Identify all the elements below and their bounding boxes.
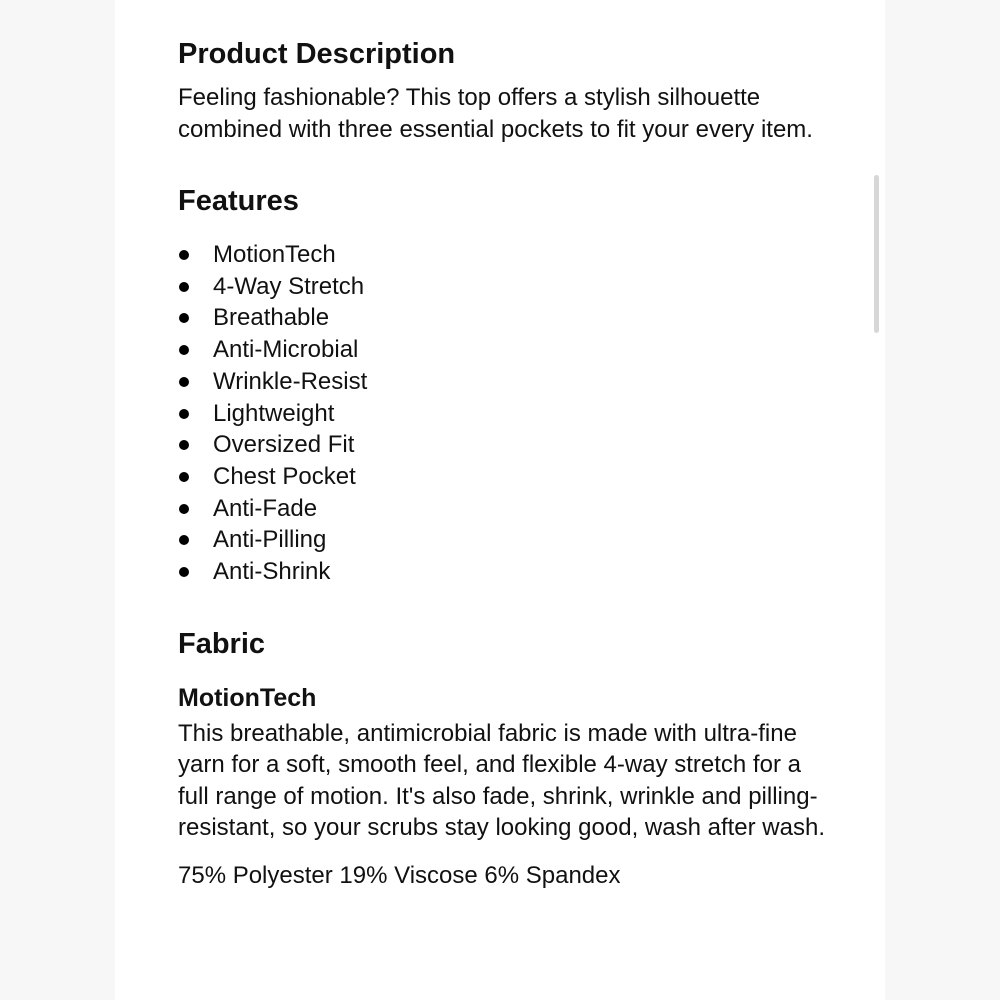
fabric-description-text: This breathable, antimicrobial fabric is made with ultra-fine yarn for a soft, smooth feel, and flexible 4-way stretch for a full range of motion. It's also fade, shrink, wrinkle and pilling-resistant, so your scrubs stay looking good, wash after wash. <box>178 719 825 842</box>
feature-label: Chest Pocket <box>213 462 356 490</box>
fabric-heading: Fabric <box>178 627 266 660</box>
product-description-heading: Product Description <box>178 38 456 70</box>
feature-label: Breathable <box>213 304 330 332</box>
feature-label: Lightweight <box>213 399 335 427</box>
product-details-content <box>178 28 838 891</box>
feature-label: MotionTech <box>213 241 336 268</box>
bullet-icon <box>179 313 189 323</box>
feature-item <box>178 334 838 366</box>
bullet-icon <box>179 250 189 260</box>
feature-label: Wrinkle-Resist <box>213 367 368 395</box>
fabric-composition: 75% Polyester 19% Viscose 6% Spandex <box>178 861 621 889</box>
feature-item <box>178 493 838 525</box>
feature-item <box>178 429 838 461</box>
feature-label: Anti-Shrink <box>213 558 331 586</box>
bullet-icon <box>179 409 189 419</box>
feature-item <box>178 524 838 556</box>
feature-item <box>178 366 838 398</box>
bullet-icon <box>179 440 189 450</box>
bullet-icon <box>179 472 189 482</box>
feature-item <box>178 556 838 588</box>
scrollbar-thumb[interactable] <box>874 175 879 333</box>
feature-item <box>178 398 838 430</box>
bullet-icon <box>179 377 189 387</box>
features-heading: Features <box>178 185 299 217</box>
product-details-panel <box>115 0 885 1000</box>
bullet-icon <box>179 535 189 545</box>
features-list <box>178 239 838 588</box>
feature-item <box>178 302 838 334</box>
bullet-icon <box>179 504 189 514</box>
fabric-subheading: MotionTech <box>178 683 317 712</box>
product-description-text: Feeling fashionable? This top offers a stylish silhouette combined with three essential pockets to fit your every item. <box>178 84 813 143</box>
bullet-icon <box>179 567 189 577</box>
feature-label: 4-Way Stretch <box>213 272 365 300</box>
bullet-icon <box>179 345 189 355</box>
feature-label: Anti-Pilling <box>213 526 327 554</box>
feature-item <box>178 271 838 303</box>
feature-label: Anti-Fade <box>213 494 318 522</box>
feature-item <box>178 461 838 493</box>
feature-item <box>178 239 838 271</box>
bullet-icon <box>179 282 189 292</box>
feature-label: Oversized Fit <box>213 431 355 459</box>
feature-label: Anti-Microbial <box>213 336 359 364</box>
